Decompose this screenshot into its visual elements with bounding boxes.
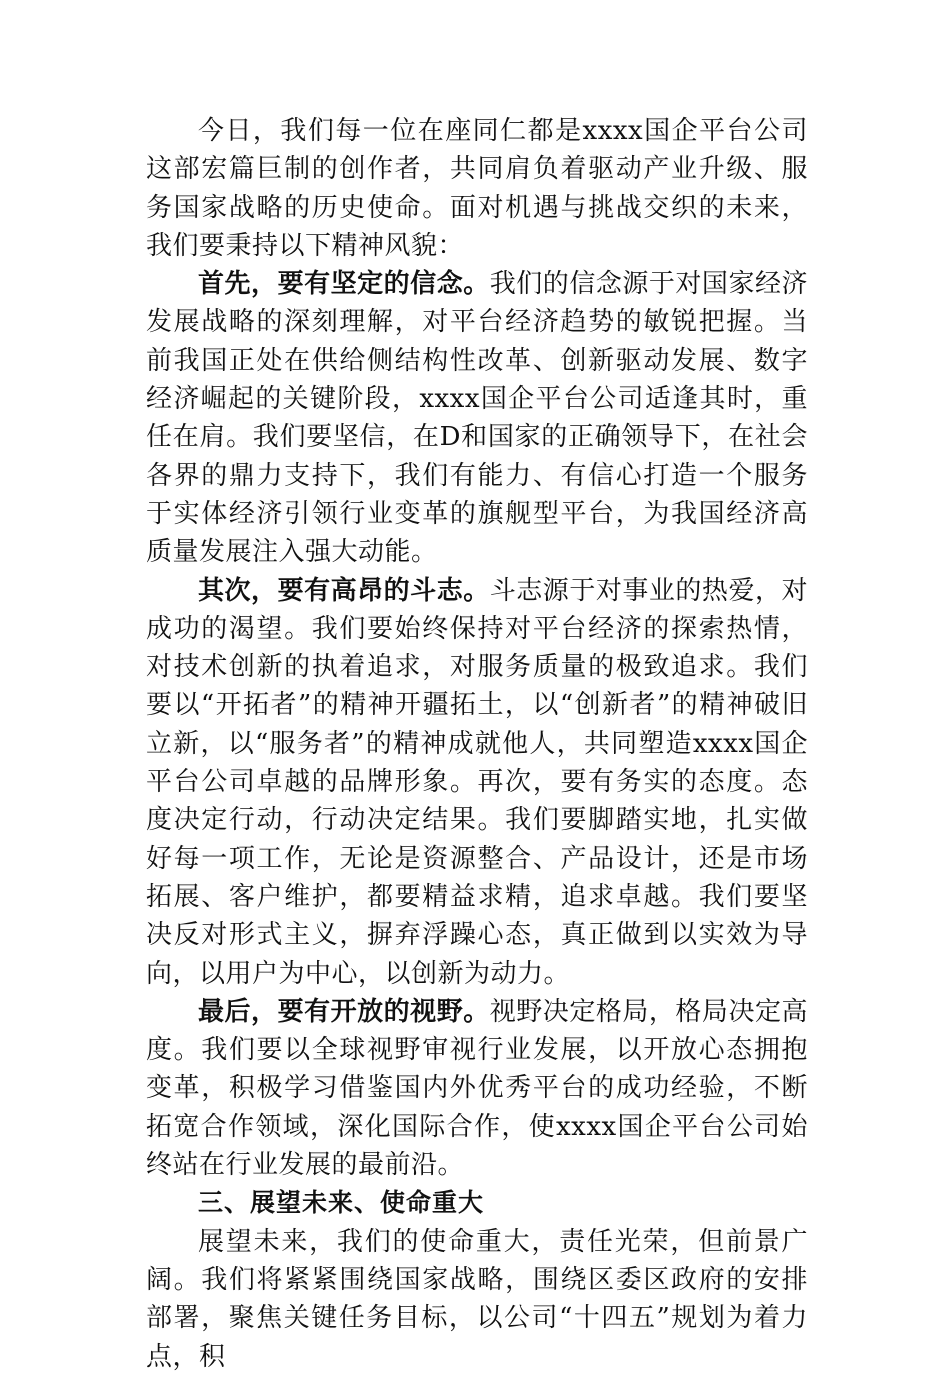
paragraph-belief-lead: 首先，要有坚定的信念。 [198,269,490,300]
paragraph-ambition [146,572,808,993]
paragraph-ambition-text: 斗志源于对事业的热爱，对成功的渴望。我们要始终保持对平台经济的探索热情，对技术创新的执着追求，对服务质量的极致追求。我们要以“开拓者”的精神开疆拓土，以“创新者”的精神破旧立新，以“服务者”的精神成就他人，共同塑造xxxx国企平台公司卓越的品牌形象。再次，要有务实的态度。态度决定行动，行动决定结果。我们要脚踏实地，扎实做好每一项工作，无论是资源整合、产品设计，还是市场拓展、客户维护，都要精益求精，追求卓越。我们要坚决反对形式主义，摒弃浮躁心态，真正做到以实效为导向，以用户为中心，以创新为动力。 [146,575,808,989]
paragraph-belief [146,265,808,571]
paragraph-belief-text: 我们的信念源于对国家经济发展战略的深刻理解，对平台经济趋势的敏锐把握。当前我国正处在供给侧结构性改革、创新驱动发展、数字经济崛起的关键阶段，xxxx国企平台公司适逢其时，重任在肩。我们要坚信，在D和国家的正确领导下，在社会各界的鼎力支持下，我们有能力、有信心打造一个服务于实体经济引领行业变革的旗舰型平台，为我国经济高质量发展注入强大动能。 [146,269,808,568]
paragraph-vision-lead: 最后，要有开放的视野。 [198,996,490,1027]
paragraph-intro [146,112,808,265]
section-heading: 三、展望未来、使命重大 [198,1188,485,1218]
paragraph-outlook [146,1223,808,1376]
document-body [146,112,808,1376]
paragraph-outlook-text: 展望未来，我们的使命重大，责任光荣，但前景广阔。我们将紧紧围绕国家战略，围绕区委区政府的安排部署，聚焦关键任务目标，以公司“十四五”规划为着力点，积 [146,1226,808,1372]
paragraph-ambition-lead: 其次，要有高昂的斗志。 [198,575,490,606]
paragraph-vision-text: 视野决定格局，格局决定高度。我们要以全球视野审视行业发展，以开放心态拥抱变革，积极学习借鉴国内外优秀平台的成功经验，不断拓宽合作领域，深化国际合作，使xxxx国企平台公司始终站在行业发展的最前沿。 [146,996,808,1181]
paragraph-intro-text: 今日，我们每一位在座同仁都是xxxx国企平台公司这部宏篇巨制的创作者，共同肩负着驱动产业升级、服务国家战略的历史使命。面对机遇与挑战交织的未来，我们要秉持以下精神风貌： [146,116,808,261]
paragraph-vision [146,993,808,1184]
